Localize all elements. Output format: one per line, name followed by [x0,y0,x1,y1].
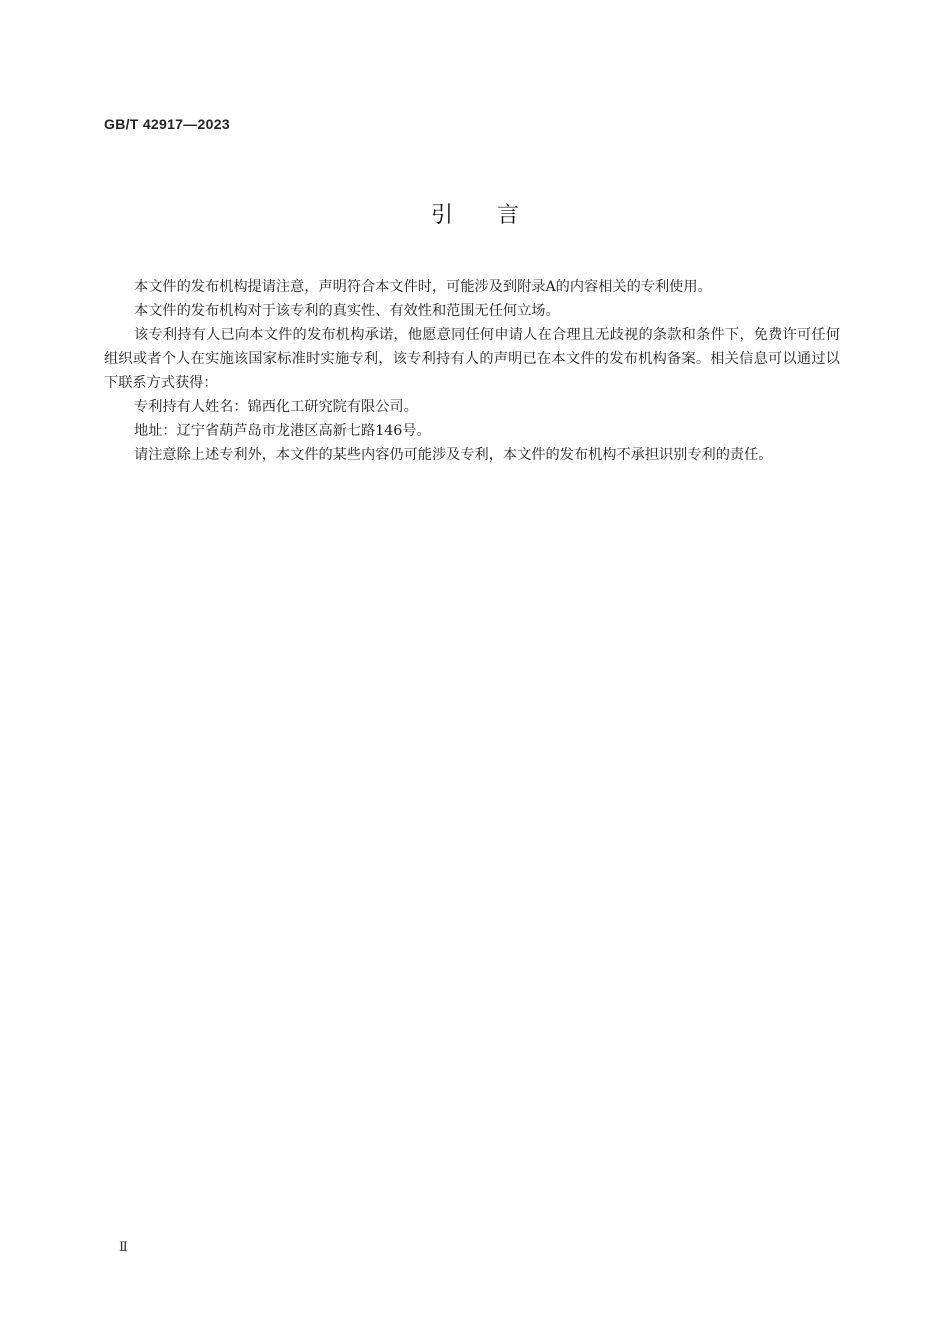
paragraph-commitment: 该专利持有人已向本文件的发布机构承诺，他愿意同任何申请人在合理且无歧视的条款和条件下，免费许可任何组织或者个人在实施该国家标准时实施专利，该专利持有人的声明已在本文件的发布机构备案。相关信息可以通过以下联系方式获得： [104,327,840,391]
paragraph-disclaimer: 请注意除上述专利外，本文件的某些内容仍可能涉及专利，本文件的发布机构不承担识别专利的责任。 [134,447,773,463]
section-title: 引言 [430,203,563,228]
paragraph-position: 本文件的发布机构对于该专利的真实性、有效性和范围无任何立场。 [134,303,560,319]
page-number: Ⅱ [119,1239,128,1254]
introduction-body [104,275,840,467]
paragraph-holder-name: 专利持有人姓名：锦西化工研究院有限公司。 [134,399,418,415]
standard-number: GB/T 42917—2023 [104,116,230,132]
paragraph-patent-notice: 本文件的发布机构提请注意，声明符合本文件时，可能涉及到附录A的内容相关的专利使用。 [134,279,712,295]
paragraph-address: 地址：辽宁省葫芦岛市龙港区高新七路146号。 [134,423,431,439]
